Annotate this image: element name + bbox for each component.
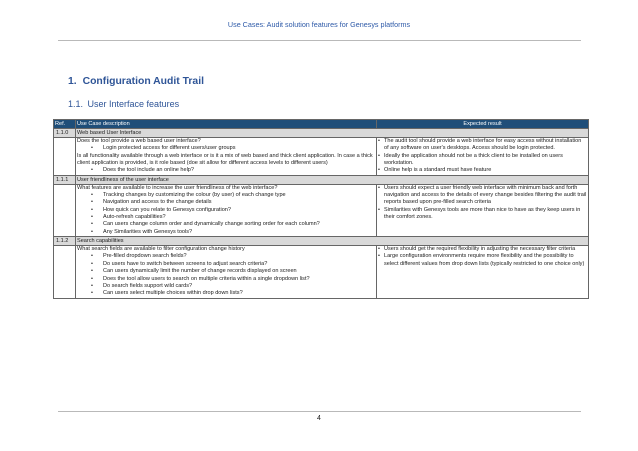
expected-result-item: • Ideally the application should not be a thick client to be installed on users workstation.: [378, 153, 587, 168]
description-bullet: • Can users dynamically limit the number of change records displayed on screen: [77, 268, 375, 275]
description-bullet: • Can users select multiple choices within drop down lists?: [77, 290, 375, 297]
expected-result-item: • Similarities with Genesys tools are more than nice to have as they keep users in their comfort zones.: [378, 207, 587, 222]
footer-divider: [58, 411, 581, 412]
table-row: [54, 138, 589, 176]
description-text: Is all functionality available through a web interface or is it a mix of web based and thick client application. In case a thick client application is provided, is it role based (doe sit allow for different access levels to different users): [77, 152, 373, 167]
expected-result-item: • Users should get the required flexibility in adjusting the necessary filter criteria: [378, 246, 587, 253]
page-number: 4: [317, 415, 321, 422]
description-bullet-list: [77, 167, 375, 174]
ref-blank-cell: [54, 246, 76, 298]
use-case-description-cell: [76, 138, 377, 176]
description-bullet-list: [77, 192, 375, 236]
heading-user-interface-features: [68, 99, 179, 109]
description-bullet: • Any Similarities with Genesys tools?: [77, 229, 375, 236]
description-bullet-list: [77, 253, 375, 297]
description-bullet: • Tracking changes by customizing the colour (by user) of each change type: [77, 192, 375, 199]
expected-result-list: [378, 138, 587, 175]
section-ref: 1.1.1: [54, 175, 76, 184]
section-ref: 1.1.0: [54, 129, 76, 138]
header-divider: [58, 40, 581, 41]
column-header-ref: Ref.: [54, 120, 76, 129]
description-bullet: • Do users have to switch between screens to adjust search criteria?: [77, 261, 375, 268]
use-case-table: [53, 119, 589, 299]
section-title: User friendliness of the user interface: [76, 175, 589, 184]
description-bullet: • Does the tool include an online help?: [77, 167, 375, 174]
description-bullet: • Auto-refresh capabilities?: [77, 214, 375, 221]
section-ref: 1.1.2: [54, 237, 76, 246]
heading2-text: User Interface features: [87, 99, 180, 109]
heading-configuration-audit-trail: [68, 76, 204, 87]
table-header-row: [54, 120, 589, 129]
description-bullet: • Pre-filled dropdown search fields?: [77, 253, 375, 260]
ref-blank-cell: [54, 138, 76, 176]
description-bullet: • Navigation and access to the change details: [77, 199, 375, 206]
expected-result-cell: [377, 138, 589, 176]
heading1-text: Configuration Audit Trail: [82, 76, 204, 87]
section-row: [54, 175, 589, 184]
table-row: [54, 184, 589, 236]
table-row: [54, 246, 589, 298]
expected-result-list: [378, 185, 587, 222]
section-row: [54, 129, 589, 138]
ref-blank-cell: [54, 184, 76, 236]
section-row: [54, 237, 589, 246]
use-case-description-cell: [76, 246, 377, 298]
page-header: Use Cases: Audit solution features for Genesys platforms: [227, 20, 411, 29]
description-bullet: • Do search fields support wild cards?: [77, 283, 375, 290]
description-bullet-list: [77, 145, 375, 152]
description-bullet: • Login protected access for different users/user groups: [77, 145, 375, 152]
heading1-number: 1.: [68, 76, 77, 87]
expected-result-item: • Large configuration environments require more flexibility and the possibility to select different values from drop down lists (typically restricted to one choice only): [378, 253, 587, 268]
use-case-description-cell: [76, 184, 377, 236]
expected-result-item: • Users should expect a user friendly web interface with minimum back and forth navigation and access to the details of every change besides filtering the audit trail reports based upon pre-filled search criteria: [378, 185, 587, 207]
description-bullet: • How quick can you relate to Genesys configuration?: [77, 207, 375, 214]
column-header-expected-result: Expected result: [377, 120, 589, 129]
description-bullet: • Can users change column order and dynamically change sorting order for each column?: [77, 221, 375, 228]
heading2-number: 1.1.: [68, 99, 84, 109]
description-text: Does the tool provide a web based user interface?: [77, 138, 201, 144]
expected-result-item: • The audit tool should provide a web interface for easy access without installation of any software on user's desktops. Access should be login protected.: [378, 138, 587, 153]
expected-result-item: • Online help is a standard must have feature: [378, 167, 587, 174]
expected-result-list: [378, 246, 587, 268]
section-title: Search capabilities: [76, 237, 589, 246]
description-bullet: • Does the tool allow users to search on multiple criteria within a single dropdown list?: [77, 276, 375, 283]
column-header-description: Use Case description: [76, 120, 377, 129]
expected-result-cell: [377, 246, 589, 298]
description-text: What features are available to increase the user friendliness of the web interface?: [77, 184, 278, 191]
expected-result-cell: [377, 184, 589, 236]
description-text: What search fields are available to filter configuration change history: [77, 246, 245, 253]
section-title: Web based User Interface: [76, 129, 589, 138]
